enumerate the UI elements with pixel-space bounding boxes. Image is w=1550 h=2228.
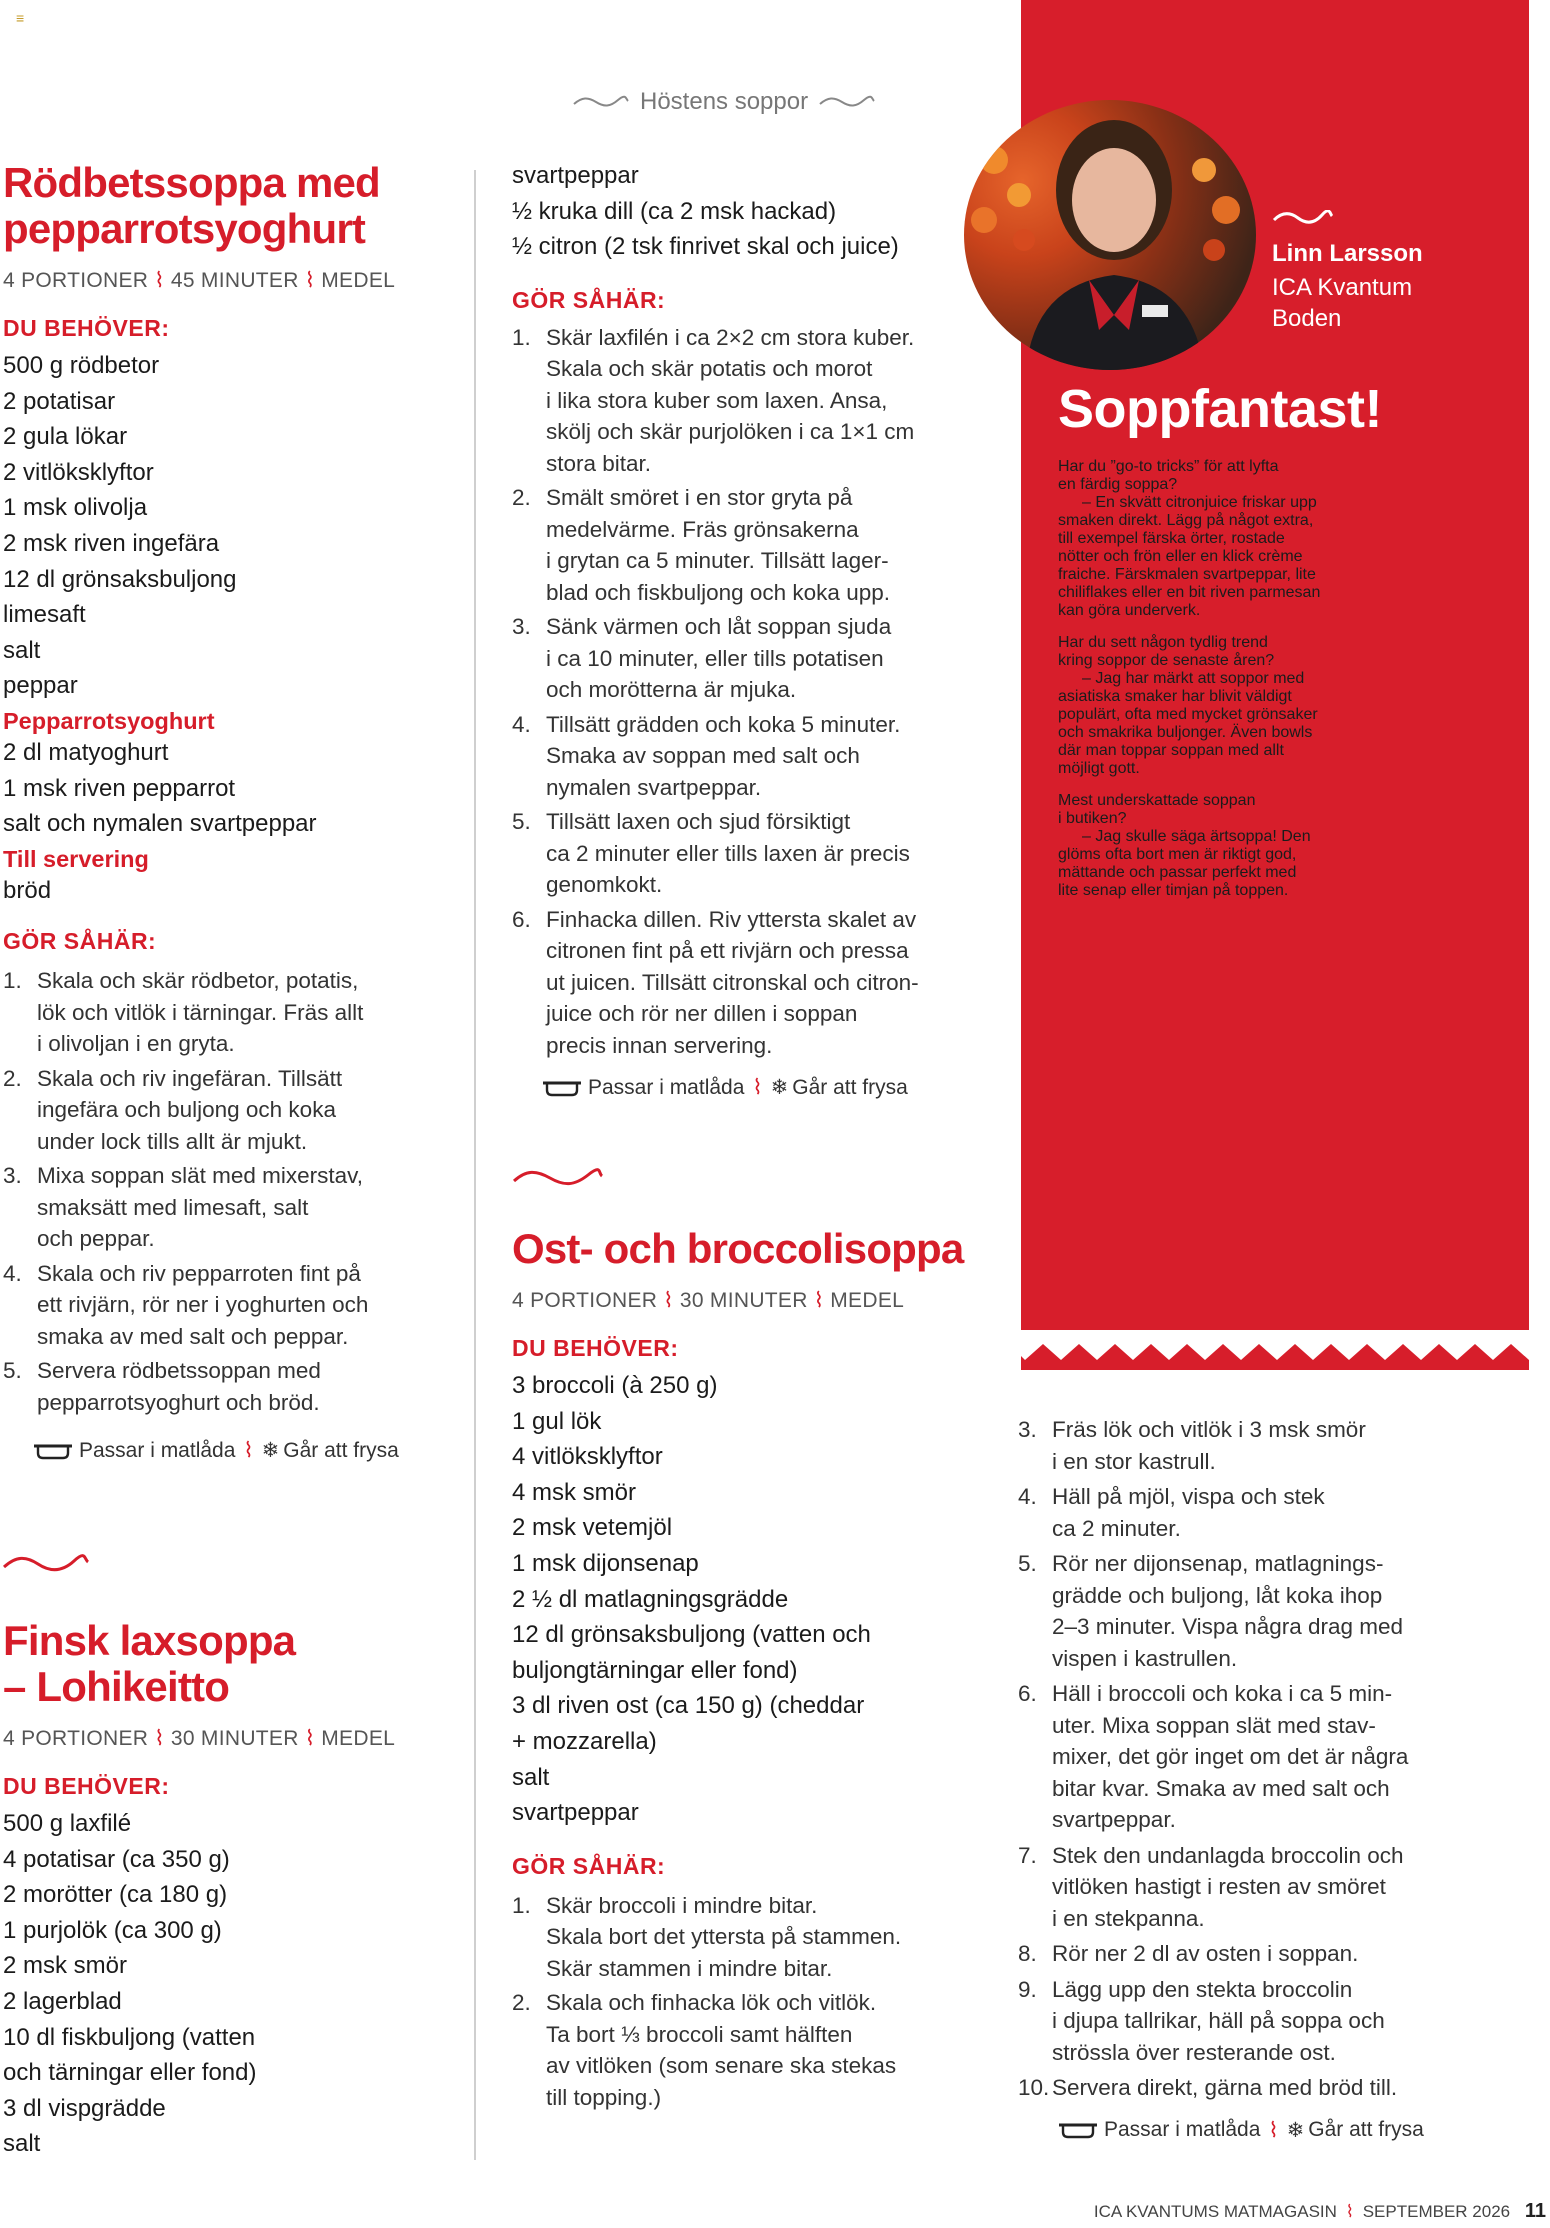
step-line: Skala och finhacka lök och vitlök. (546, 1990, 877, 2016)
wave-icon (1272, 210, 1334, 226)
method-step (512, 904, 982, 1062)
method-step (3, 965, 443, 1060)
method-step (512, 1890, 982, 1985)
step-number: 1. (3, 968, 22, 994)
ingredient-item: salt och nymalen svartpeppar (3, 810, 317, 838)
recipe-meta: 4 PORTIONER ⌇ 30 MINUTER ⌇ MEDEL (3, 1727, 396, 1750)
answer-line: där man toppar soppan med allt (1058, 742, 1284, 759)
method-step (1018, 1548, 1518, 1674)
step-line: Finhacka dillen. Riv yttersta skalet av (546, 906, 917, 932)
step-line: ingefära och buljong och koka (37, 1097, 336, 1123)
answer-line: kan göra underverk. (1058, 602, 1201, 619)
step-line: i grytan ca 5 minuter. Tillsätt lager- (546, 548, 889, 574)
answer-line: – Jag har märkt att soppor med (1082, 670, 1305, 687)
step-text (546, 611, 982, 706)
ingredient-item: 12 dl grönsaksbuljong (3, 565, 237, 593)
step-line: bitar kvar. Smaka av med salt och (1052, 1775, 1390, 1801)
step-text (1052, 1938, 1518, 1970)
method-heading: GÖR SÅHÄR: (512, 1852, 666, 1879)
step-text (1052, 1481, 1518, 1544)
ingredient-item: 500 g rödbetor (3, 352, 160, 379)
method-step (512, 611, 982, 706)
ingredient-item: 1 gul lök (512, 1407, 602, 1435)
ingredient-item: och tärningar eller fond) (3, 2059, 257, 2087)
step-line: ca 2 minuter. (1052, 1515, 1181, 1541)
recipe-finsk-laxsoppa (3, 1618, 443, 2162)
step-line: Smält smöret i en stor gryta på (546, 485, 853, 511)
step-text (37, 1355, 443, 1418)
question-line: en färdig soppa? (1058, 476, 1178, 493)
difficulty: MEDEL (321, 1727, 396, 1750)
step-text (37, 1063, 443, 1158)
corner-mark: ≡ (16, 10, 25, 26)
step-number: 3. (3, 1163, 22, 1189)
step-line: nymalen svartpeppar. (546, 774, 762, 800)
ingredient-item: 1 msk dijonsenap (512, 1549, 699, 1577)
cook-time: 30 MINUTER (170, 1727, 299, 1750)
lunchbox-icon (542, 1079, 582, 1097)
ingredient-item: 500 g laxfilé (3, 1810, 132, 1837)
section-header (572, 88, 876, 116)
question-line: Mest underskattade soppan (1058, 792, 1256, 809)
step-line: Rör ner 2 dl av osten i soppan. (1052, 1941, 1359, 1966)
step-line: Smaka av soppan med salt och (546, 743, 860, 769)
step-text (546, 1890, 982, 1985)
step-line: lök och vitlök i tärningar. Fräs allt (37, 999, 364, 1025)
ingredient-item: limesaft (3, 601, 86, 629)
lunchbox-label: Passar i matlåda (79, 1438, 236, 1462)
step-line: Skär stammen i mindre bitar. (546, 1955, 833, 1981)
portrait-photo (964, 100, 1256, 370)
question-line: Har du sett någon tydlig trend (1058, 634, 1268, 651)
step-line: juice och rör ner dillen i soppan (546, 1001, 858, 1027)
recipe-title (3, 1618, 443, 1710)
step-line: pepparrotsyoghurt och bröd. (37, 1389, 320, 1415)
store-line: ICA Kvantum (1272, 274, 1413, 301)
method-heading: GÖR SÅHÄR: (512, 286, 666, 313)
lunchbox-label: Passar i matlåda (588, 1075, 745, 1099)
step-line: Häll i broccoli och koka i ca 5 min- (1052, 1681, 1393, 1706)
recipe-title-line: Finsk laxsoppa (3, 1617, 296, 1664)
ingredient-item: 2 msk smör (3, 1952, 128, 1980)
step-line: stora bitar. (546, 450, 652, 476)
step-text (1052, 1678, 1518, 1836)
step-number: 5. (512, 809, 531, 835)
method-step (512, 322, 982, 480)
step-number: 3. (512, 614, 531, 640)
method-steps (1018, 1414, 1518, 2104)
step-line: vispen i kastrullen. (1052, 1645, 1238, 1671)
answer-line: glöms ofta bort men är riktigt god, (1058, 846, 1297, 863)
answer-line: asiatiska smaker har blivit väldigt (1058, 688, 1292, 705)
step-text (37, 1160, 443, 1255)
ingredient-item: 2 potatisar (3, 387, 116, 415)
step-line: Häll på mjöl, vispa och stek (1052, 1484, 1325, 1509)
ingredient-item: 1 purjolök (ca 300 g) (3, 1916, 222, 1944)
subsection-heading: Pepparrotsyoghurt (3, 707, 215, 734)
ingredients-heading: DU BEHÖVER: (512, 1335, 679, 1361)
step-text (546, 806, 982, 901)
step-line: i en stekpanna. (1052, 1905, 1205, 1931)
step-line: Skär laxfilén i ca 2×2 cm stora kuber. (546, 324, 915, 350)
ingredient-item: peppar (3, 672, 78, 700)
section-header-label: Höstens soppor (640, 88, 809, 115)
answer-line: nötter och frön eller en klick crème (1058, 548, 1303, 565)
recipe-meta: 4 PORTIONER ⌇ 45 MINUTER ⌇ MEDEL (3, 269, 396, 292)
portions: 4 PORTIONER (3, 1727, 149, 1750)
method-step (512, 482, 982, 608)
page-number: 11 (1524, 2200, 1546, 2222)
method-step (1018, 1840, 1518, 1935)
method-step (512, 1987, 982, 2113)
ingredient-item: salt (3, 636, 41, 664)
recipe-meta: 4 PORTIONER ⌇ 30 MINUTER ⌇ MEDEL (512, 1289, 905, 1312)
interview-title: Soppfantast! (1058, 379, 1382, 439)
freezable-label: Går att frysa (283, 1438, 399, 1462)
lunchbox-icon (1058, 2121, 1098, 2139)
step-line: av vitlöken (som senare ska stekas (546, 2053, 897, 2079)
step-line: Skär broccoli i mindre bitar. (546, 1892, 818, 1918)
step-line: Skala och skär potatis och morot (546, 356, 873, 382)
step-line: i en stor kastrull. (1052, 1448, 1216, 1474)
snowflake-icon: ❄ (1286, 2118, 1305, 2142)
method-step (1018, 1678, 1518, 1836)
ingredient-list (512, 158, 982, 265)
step-line: strössla över resterande ost. (1052, 2039, 1336, 2065)
ingredient-list (512, 1368, 982, 1831)
ingredient-item: 2 gula lökar (3, 423, 128, 451)
step-number: 7. (1018, 1842, 1037, 1868)
step-line: vitlöken hastigt i resten av smöret (1052, 1874, 1386, 1899)
ingredient-item: 3 dl riven ost (ca 150 g) (cheddar (512, 1692, 865, 1720)
step-line: uter. Mixa soppan slät med stav- (1052, 1712, 1376, 1738)
qa-block (1058, 458, 1508, 620)
method-steps (512, 1890, 982, 2114)
method-step (512, 806, 982, 901)
portions: 4 PORTIONER (512, 1289, 658, 1312)
method-steps (512, 322, 982, 1062)
portions: 4 PORTIONER (3, 269, 149, 292)
cook-time: 30 MINUTER (679, 1289, 808, 1312)
step-number: 1. (512, 324, 531, 350)
step-number: 4. (512, 711, 531, 737)
answer-line: smaken direkt. Lägg på något extra, (1058, 512, 1314, 529)
ingredient-item: 2 msk riven ingefära (3, 529, 220, 557)
step-line: Skala och skär rödbetor, potatis, (37, 968, 359, 994)
ingredient-list (3, 348, 443, 704)
step-line: i djupa tallrikar, häll på soppa och (1052, 2008, 1385, 2033)
answer-line: populärt, ofta med mycket grönsaker (1058, 706, 1318, 723)
recipe-title-line: Rödbetssoppa med (3, 159, 380, 206)
step-line: ett rivjärn, rör ner i yoghurten och (37, 1292, 369, 1318)
ingredient-list (3, 1806, 443, 2162)
ingredient-list (3, 873, 443, 909)
ingredient-item: + mozzarella) (512, 1727, 657, 1755)
step-text (546, 1987, 982, 2113)
step-line: Sänk värmen och låt soppan sjuda (546, 614, 892, 640)
step-line: smaksätt med limesaft, salt (37, 1194, 309, 1220)
step-line: 2–3 minuter. Vispa några drag med (1052, 1614, 1404, 1639)
step-line: Mixa soppan slät med mixerstav, (37, 1163, 363, 1189)
step-line: i lika stora kuber som laxen. Ansa, (546, 387, 888, 413)
ingredient-item: 4 msk smör (512, 1478, 637, 1506)
ingredient-item: 2 vitlöksklyftor (3, 458, 154, 486)
recipe-laxsoppa-continued (512, 158, 982, 1100)
answer-line: chiliflakes eller en bit riven parmesan (1058, 584, 1321, 601)
step-number: 4. (1018, 1484, 1037, 1509)
recipe-separator-wave (512, 1167, 604, 1189)
issue-date: SEPTEMBER 2026 (1362, 2202, 1511, 2221)
cook-time: 45 MINUTER (170, 269, 299, 292)
magazine-name: ICA KVANTUMS MATMAGASIN (1093, 2202, 1337, 2221)
method-steps (3, 965, 443, 1418)
step-line: Tillsätt laxen och sjud försiktigt (546, 809, 851, 835)
step-number: 3. (1018, 1417, 1037, 1442)
ingredient-item: svartpeppar (512, 162, 639, 189)
recipe-rodbetssoppa (3, 160, 443, 1463)
step-line: Lägg upp den stekta broccolin (1052, 1976, 1353, 2002)
step-text (546, 482, 982, 608)
recipe-broccoli-continued (1018, 1414, 1518, 2143)
step-line: ca 2 minuter eller tills laxen är precis (546, 840, 910, 866)
ingredient-item: ½ citron (2 tsk finrivet skal och juice) (512, 233, 899, 261)
step-text (37, 965, 443, 1060)
ingredient-item: svartpeppar (512, 1799, 639, 1827)
answer-line: fraiche. Färskmalen svartpeppar, lite (1058, 566, 1316, 583)
answer-line: till exempel färska örter, rostade (1058, 530, 1285, 547)
freezable-label: Går att frysa (1308, 2118, 1424, 2141)
ingredient-item: salt (512, 1763, 550, 1791)
method-step (1018, 1938, 1518, 1970)
recipe-title-line: pepparrotsyoghurt (3, 205, 366, 252)
step-number: 9. (1018, 1976, 1037, 2002)
wave-left-icon (572, 95, 630, 109)
step-line: Stek den undanlagda broccolin och (1052, 1842, 1404, 1868)
step-line: Skala bort det yttersta på stammen. (546, 1924, 902, 1950)
step-number: 10. (1018, 2075, 1050, 2100)
question-line: Har du ”go-to tricks” för att lyfta (1058, 458, 1279, 475)
answer-line: möjligt gott. (1058, 760, 1140, 777)
difficulty: MEDEL (321, 269, 396, 292)
subsection-heading: Till servering (3, 845, 149, 872)
ingredient-item: 1 msk riven pepparrot (3, 774, 236, 802)
ingredient-item: ½ kruka dill (ca 2 msk hackad) (512, 197, 837, 225)
step-text (1052, 1414, 1518, 1477)
ingredient-item: buljongtärningar eller fond) (512, 1656, 798, 1684)
step-line: under lock tills allt är mjukt. (37, 1128, 308, 1154)
method-step (1018, 1974, 1518, 2069)
step-line: Ta bort ⅓ broccoli samt hälften (546, 2021, 853, 2047)
step-number: 6. (512, 906, 531, 932)
recipe-title: Ost- och broccolisoppa (512, 1225, 964, 1272)
step-line: medelvärme. Fräs grönsakerna (546, 516, 859, 542)
ingredient-item: salt (3, 2130, 41, 2158)
method-step (1018, 2072, 1518, 2104)
step-text (546, 709, 982, 804)
method-step (1018, 1414, 1518, 1477)
snowflake-icon: ❄ (770, 1076, 789, 1100)
step-number: 4. (3, 1260, 22, 1286)
step-number: 1. (512, 1892, 531, 1918)
column-divider (474, 170, 476, 2160)
step-text (37, 1258, 443, 1353)
step-line: i olivoljan i en gryta. (37, 1031, 235, 1057)
recipe-ost-broccolisoppa (512, 1226, 982, 2116)
step-line: citronen fint på ett rivjärn och pressa (546, 938, 909, 964)
step-line: smaka av med salt och peppar. (37, 1323, 349, 1349)
step-line: precis innan servering. (546, 1032, 773, 1058)
step-number: 6. (1018, 1681, 1037, 1706)
qa-block (1058, 792, 1508, 900)
qa-block (1058, 634, 1508, 778)
lunchbox-icon (33, 1442, 73, 1460)
step-number: 2. (512, 1990, 531, 2016)
method-step (3, 1160, 443, 1255)
method-step (1018, 1481, 1518, 1544)
answer-line: lite senap eller timjan på toppen. (1058, 882, 1289, 899)
recipe-title (3, 160, 443, 252)
step-line: Skala och riv ingefäran. Tillsätt (37, 1065, 343, 1091)
ingredient-item: 2 msk vetemjöl (512, 1514, 673, 1542)
ingredients-heading: DU BEHÖVER: (3, 1773, 170, 1799)
step-number: 5. (1018, 1551, 1037, 1576)
step-line: Rör ner dijonsenap, matlagnings- (1052, 1551, 1384, 1576)
step-line: Skala och riv pepparroten fint på (37, 1260, 361, 1286)
method-step (3, 1258, 443, 1353)
step-line: Fräs lök och vitlök i 3 msk smör (1052, 1417, 1366, 1442)
step-line: Servera rödbetssoppan med (37, 1358, 321, 1384)
ingredient-item: 2 ½ dl matlagningsgrädde (512, 1585, 789, 1613)
ingredient-list (3, 735, 443, 842)
question-line: i butiken? (1058, 810, 1127, 827)
step-line: Servera direkt, gärna med bröd till. (1052, 2075, 1398, 2100)
ingredient-item: bröd (3, 876, 52, 904)
page-footer: ICA KVANTUMS MATMAGASIN ⌇ SEPTEMBER 2026 11 (1093, 2200, 1546, 2222)
interview-qa (1058, 458, 1508, 914)
person-figure (964, 100, 1256, 370)
snowflake-icon: ❄ (261, 1439, 280, 1463)
ingredient-item: 4 potatisar (ca 350 g) (3, 1845, 230, 1873)
recipe-title-line: – Lohikeitto (3, 1663, 230, 1710)
wave-right-icon (818, 95, 876, 109)
freezable-label: Går att frysa (792, 1075, 908, 1099)
ingredient-item: 10 dl fiskbuljong (vatten (3, 2023, 256, 2051)
lunchbox-label: Passar i matlåda (1104, 2118, 1261, 2141)
ingredient-item: 2 lagerblad (3, 1987, 122, 2015)
ingredient-item: 2 dl matyoghurt (3, 738, 169, 766)
ingredient-item: 3 broccoli (à 250 g) (512, 1372, 718, 1399)
step-line: ut juicen. Tillsätt citronskal och citron- (546, 969, 919, 995)
step-text (1052, 1974, 1518, 2069)
step-line: grädde och buljong, låt koka ihop (1052, 1582, 1383, 1608)
step-line: mixer, det gör inget om det är några (1052, 1744, 1409, 1769)
ingredient-item: 2 morötter (ca 180 g) (3, 1881, 228, 1909)
step-text (546, 904, 982, 1062)
store-line: Boden (1272, 305, 1342, 332)
panel-wave (1272, 210, 1334, 231)
recipe-badges: Passar i matlåda ⌇ ❄ Går att frysa (1058, 2118, 1518, 2143)
answer-line: – En skvätt citronjuice friskar upp (1082, 494, 1317, 511)
method-step (512, 709, 982, 804)
answer-line: mättande och passar perfekt med (1058, 864, 1297, 881)
step-number: 5. (3, 1358, 22, 1384)
step-number: 8. (1018, 1941, 1037, 1966)
question-line: kring soppor de senaste åren? (1058, 652, 1275, 669)
method-step (3, 1063, 443, 1158)
ingredient-item: 3 dl vispgrädde (3, 2094, 166, 2122)
step-line: i ca 10 minuter, eller tills potatisen (546, 645, 884, 671)
wave-icon (512, 1167, 604, 1189)
method-heading: GÖR SÅHÄR: (3, 928, 157, 955)
interviewee-store (1272, 272, 1412, 334)
ingredient-item: 12 dl grönsaksbuljong (vatten och (512, 1621, 871, 1649)
recipe-separator-wave (2, 1553, 90, 1575)
step-line: och peppar. (37, 1226, 155, 1252)
recipe-badges: Passar i matlåda ⌇ ❄ Går att frysa (542, 1075, 982, 1100)
panel-zigzag-edge (1021, 1330, 1529, 1374)
difficulty: MEDEL (830, 1289, 905, 1312)
ingredient-item: 1 msk olivolja (3, 494, 148, 522)
step-line: och morötterna är mjuka. (546, 677, 797, 703)
ingredient-item: 4 vitlöksklyftor (512, 1443, 663, 1471)
step-number: 2. (512, 485, 531, 511)
step-line: blad och fiskbuljong och koka upp. (546, 579, 890, 605)
step-text (1052, 1840, 1518, 1935)
answer-line: – Jag skulle säga ärtsoppa! Den (1082, 828, 1311, 845)
step-text (1052, 2072, 1518, 2104)
step-number: 2. (3, 1065, 22, 1091)
step-text (1052, 1548, 1518, 1674)
ingredients-heading: DU BEHÖVER: (3, 315, 170, 341)
recipe-badges: Passar i matlåda ⌇ ❄ Går att frysa (33, 1438, 443, 1463)
step-line: skölj och skär purjolöken i ca 1×1 cm (546, 419, 915, 445)
interviewee-name: Linn Larsson (1272, 240, 1423, 267)
method-step (3, 1355, 443, 1418)
wave-icon (2, 1553, 90, 1575)
step-text (546, 322, 982, 480)
step-line: Tillsätt grädden och koka 5 minuter. (546, 711, 901, 737)
step-line: till topping.) (546, 2084, 662, 2110)
step-line: genomkokt. (546, 872, 663, 898)
step-line: svartpeppar. (1052, 1807, 1176, 1832)
answer-line: och smakrika buljonger. Även bowls (1058, 724, 1313, 741)
